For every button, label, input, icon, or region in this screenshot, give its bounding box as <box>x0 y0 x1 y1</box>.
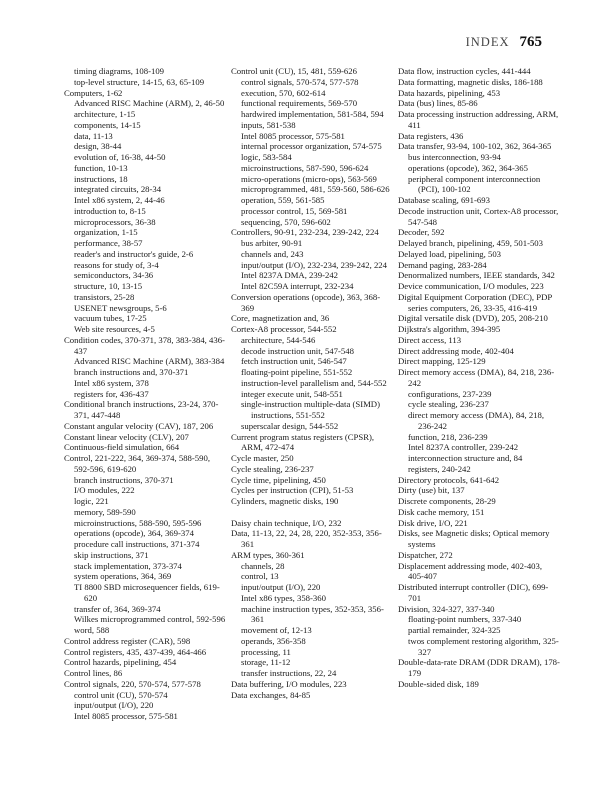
index-entry: channels, 28 <box>241 560 285 571</box>
index-entry: instructions, 18 <box>74 173 128 184</box>
index-entry: Database scaling, 691-693 <box>398 195 490 205</box>
index-entry: transfer of, 364, 369-374 <box>74 603 161 614</box>
index-entry: design, 38-44 <box>74 141 122 152</box>
index-entry: Data (bus) lines, 85-86 <box>398 98 478 109</box>
index-entry: Control address register (CAR), 598 <box>64 635 191 646</box>
index-entry: micro-operations (micro-ops), 563-569 <box>241 173 377 184</box>
index-entry: Dijkstra's algorithm, 394-395 <box>398 324 501 334</box>
index-entry: architecture, 544-546 <box>241 334 316 345</box>
index-entry: Intel 8237A controller, 239-242 <box>408 442 519 453</box>
index-entry: components, 14-15 <box>74 119 141 130</box>
index-entry: Cortex-A8 processor, 544-552 <box>231 324 337 334</box>
index-entry: control unit (CU), 570-574 <box>74 689 168 700</box>
index-entry: twos complement restoring algorithm, 325-327 <box>408 635 559 657</box>
index-entry: storage, 11-12 <box>241 657 291 668</box>
index-entry: integer execute unit, 548-551 <box>241 388 343 399</box>
index-entry: machine instruction types, 352-353, 356-361 <box>241 603 384 625</box>
index-entry: top-level structure, 14-15, 63, 65-109 <box>74 76 205 87</box>
index-entry: Intel x86 system, 378 <box>74 377 149 388</box>
index-entry: I/O modules, 222 <box>74 485 135 496</box>
index-entry: Intel x86 system, 2, 44-46 <box>74 195 165 205</box>
index-entry: microinstructions, 587-590, 596-624 <box>241 162 369 173</box>
index-entry: operations (opcode), 362, 364-365 <box>408 162 528 173</box>
index-entry: operation, 559, 561-585 <box>241 195 325 205</box>
index-entry: Data formatting, magnetic disks, 186-188 <box>398 76 543 87</box>
index-entry: TI 8800 SBD microsequencer fields, 619-620 <box>74 582 220 603</box>
index-entry: Direct addressing mode, 402-404 <box>398 345 514 356</box>
index-entry: Cycle master, 250 <box>231 453 294 463</box>
index-entry: sequencing, 570, 596-602 <box>241 216 331 227</box>
index-entry: fetch instruction unit, 546-547 <box>241 356 347 367</box>
index-entry: instruction-level parallelism and, 544-552 <box>241 377 387 388</box>
index-entry: Delayed branch, pipelining, 459, 501-503 <box>398 238 543 248</box>
index-entry: Intel 82C59A interrupt, 232-234 <box>241 281 354 291</box>
index-entry: Dispatcher, 272 <box>398 549 453 560</box>
index-entry: Data processing instruction addressing, ARM, 411 <box>398 109 559 130</box>
index-entry: control, 13 <box>241 571 279 582</box>
index-entry: Intel 8237A DMA, 239-242 <box>241 270 339 281</box>
index-entry: Cylinders, magnetic disks, 190 <box>231 496 339 506</box>
index-entry: Delayed load, pipelining, 503 <box>398 248 502 259</box>
index-entry: Conversion operations (opcode), 363, 368-369 <box>231 291 381 313</box>
index-entry: Double-data-rate DRAM (DDR DRAM), 178-179 <box>398 657 560 678</box>
index-entry: microprocessors, 36-38 <box>74 216 156 227</box>
index-entry: Data flow, instruction cycles, 441-444 <box>398 66 531 76</box>
index-entry: Data exchanges, 84-85 <box>231 689 311 700</box>
index-entry: control signals, 570-574, 577-578 <box>241 76 359 87</box>
index-entry: organization, 1-15 <box>74 227 138 238</box>
index-entry: Intel x86 types, 358-360 <box>241 592 326 603</box>
index-entry: registers, 240-242 <box>408 463 471 474</box>
index-entry: Data registers, 436 <box>398 130 464 141</box>
index-column-2 <box>231 66 393 700</box>
index-entry: input/output (I/O), 220 <box>241 582 321 592</box>
index-entry: Denormalized numbers, IEEE standards, 342 <box>398 270 555 281</box>
index-entry: input/output (I/O), 232-234, 239-242, 224 <box>241 259 387 270</box>
index-entry: Intel 8085 processor, 575-581 <box>74 711 178 721</box>
index-entry: execution, 570, 602-614 <box>241 87 326 98</box>
index-entry: Decoder, 592 <box>398 227 445 238</box>
index-entry: single-instruction multiple-data (SIMD) instructions, 551-552 <box>241 399 380 420</box>
index-entry: Disk cache memory, 151 <box>398 506 485 517</box>
index-entry: word, 588 <box>74 625 110 635</box>
index-entry: semiconductors, 34-36 <box>74 270 154 281</box>
index-entry: evolution of, 16-38, 44-50 <box>74 152 166 162</box>
index-entry: Cycle stealing, 236-237 <box>231 463 314 474</box>
index-entry: configurations, 237-239 <box>408 388 492 399</box>
index-entry: Direct memory access (DMA), 84, 218, 236-242 <box>398 367 555 388</box>
index-entry: microinstructions, 588-590, 595-596 <box>74 517 202 528</box>
index-entry: performance, 38-57 <box>74 238 143 248</box>
index-entry: processing, 11 <box>241 646 291 657</box>
index-entry: movement of, 12-13 <box>241 625 312 635</box>
index-entry: procedure call instructions, 371-374 <box>74 539 200 549</box>
index-entry: introduction to, 8-15 <box>74 205 146 216</box>
index-entry: Demand paging, 283-284 <box>398 259 487 270</box>
index-entry: integrated circuits, 28-34 <box>74 184 162 195</box>
index-entry: hardwired implementation, 581-584, 594 <box>241 109 384 119</box>
index-entry: USENET newsgroups, 5-6 <box>74 302 167 313</box>
index-entry: memory, 589-590 <box>74 506 136 517</box>
index-entry: Constant angular velocity (CAV), 187, 206 <box>64 420 214 431</box>
index-entry: Disks, see Magnetic disks; Optical memory systems <box>398 528 550 549</box>
index-entry: interconnection structure and, 84 <box>408 453 523 463</box>
index-entry: branch instructions and, 370-371 <box>74 367 189 377</box>
index-entry: microprogrammed, 481, 559-560, 586-626 <box>241 184 390 195</box>
index-entry: Cycle time, pipelining, 450 <box>231 474 326 485</box>
index-entry: Current program status registers (CPSR), ARM, 472-474 <box>231 431 375 453</box>
index-entry: superscalar design, 544-552 <box>241 420 339 431</box>
index-entry: Control registers, 435, 437-439, 464-466 <box>64 646 207 657</box>
index-entry: Constant linear velocity (CLV), 207 <box>64 431 189 442</box>
index-entry: Intel 8085 processor, 575-581 <box>241 130 345 141</box>
index-entry: Web site resources, 4-5 <box>74 324 155 334</box>
index-entry: skip instructions, 371 <box>74 549 149 560</box>
index-entry: Control lines, 86 <box>64 668 123 678</box>
index-entry: Disk drive, I/O, 221 <box>398 517 468 528</box>
index-entry: bus interconnection, 93-94 <box>408 152 501 162</box>
index-entry: timing diagrams, 108-109 <box>74 66 165 76</box>
index-entry: Data hazards, pipelining, 453 <box>398 87 501 98</box>
page-number: 765 <box>519 34 542 50</box>
index-entry: Computers, 1-62 <box>64 87 123 98</box>
index-entry: internal processor organization, 574-575 <box>241 141 382 152</box>
index-entry: Core, magnetization and, 36 <box>231 313 330 324</box>
index-entry: Control unit (CU), 15, 481, 559-626 <box>231 66 357 76</box>
index-entry: reader's and instructor's guide, 2-6 <box>74 248 194 259</box>
index-entry: logic, 583-584 <box>241 152 292 162</box>
index-entry: Distributed interrupt controller (DIC), 699-701 <box>398 582 549 603</box>
index-entry: Direct mapping, 125-129 <box>398 356 486 367</box>
index-entry: Advanced RISC Machine (ARM), 383-384 <box>74 356 225 367</box>
index-entry: functional requirements, 569-570 <box>241 98 358 109</box>
index-entry: processor control, 15, 569-581 <box>241 205 348 216</box>
index-entry: Daisy chain technique, I/O, 232 <box>231 517 342 528</box>
index-entry: Displacement addressing mode, 402-403, 405-407 <box>398 560 543 582</box>
index-entry: Directory protocols, 641-642 <box>398 474 500 485</box>
index-entry: channels and, 243 <box>241 248 304 259</box>
index-entry: Wilkes microprogrammed control, 592-596 <box>74 614 226 625</box>
index-entry: inputs, 581-538 <box>241 119 296 130</box>
index-entry: Direct access, 113 <box>398 334 462 345</box>
index-entry: floating-point pipeline, 551-552 <box>241 367 353 377</box>
index-entry: Dirty (use) bit, 137 <box>398 485 465 496</box>
index-entry: Double-sided disk, 189 <box>398 678 479 689</box>
index-entry: partial remainder, 324-325 <box>408 625 501 635</box>
index-entry: function, 218, 236-239 <box>408 431 488 442</box>
index-entry: input/output (I/O), 220 <box>74 700 154 711</box>
index-entry: Decode instruction unit, Cortex-A8 processor, 547-548 <box>398 205 559 227</box>
index-entry: ARM types, 360-361 <box>231 549 305 560</box>
index-entry: vacuum tubes, 17-25 <box>74 313 147 324</box>
index-entry: stack implementation, 373-374 <box>74 560 182 571</box>
index-entry: floating-point numbers, 337-340 <box>408 614 522 625</box>
index-entry: Condition codes, 370-371, 378, 383-384, 436-437 <box>64 334 225 356</box>
index-entry: branch instructions, 370-371 <box>74 474 174 485</box>
index-entry: transfer instructions, 22, 24 <box>241 668 337 678</box>
index-entry: Data buffering, I/O modules, 223 <box>231 678 347 689</box>
index-entry: Control hazards, pipelining, 454 <box>64 657 177 668</box>
index-entry: peripheral component interconnection (PCI), 100-102 <box>408 173 541 195</box>
index-entry: operands, 356-358 <box>241 635 306 646</box>
index-entry: function, 10-13 <box>74 162 128 173</box>
index-entry: Control, 221-222, 364, 369-374, 588-590, 592-596, 619-620 <box>64 453 210 474</box>
running-head: INDEX <box>465 35 510 49</box>
index-entry: Control signals, 220, 570-574, 577-578 <box>64 678 201 689</box>
index-column-3 <box>398 66 560 690</box>
index-entry: Device communication, I/O modules, 223 <box>398 281 544 291</box>
index-entry: logic, 221 <box>74 496 109 506</box>
index-entry: Controllers, 90-91, 232-234, 239-242, 224 <box>231 227 379 238</box>
index-entry: structure, 10, 13-15 <box>74 281 143 291</box>
index-entry: Continuous-field simulation, 664 <box>64 442 180 453</box>
index-entry: Advanced RISC Machine (ARM), 2, 46-50 <box>74 98 225 109</box>
index-column-1 <box>64 66 226 722</box>
index-entry: decode instruction unit, 547-548 <box>241 345 354 356</box>
index-entry: Data, 11-13, 22, 24, 28, 220, 352-353, 356-361 <box>231 528 382 549</box>
index-entry: Data transfer, 93-94, 100-102, 362, 364-365 <box>398 141 552 152</box>
index-entry: Digital Equipment Corporation (DEC), PDP series computers, 26, 33-35, 416-419 <box>398 291 552 313</box>
index-entry: Discrete components, 28-29 <box>398 496 496 506</box>
index-entry: Cycles per instruction (CPI), 51-53 <box>231 485 354 496</box>
index-entry: direct memory access (DMA), 84, 218, 236-242 <box>408 410 545 431</box>
index-entry: data, 11-13 <box>74 130 113 141</box>
index-entry: Conditional branch instructions, 23-24, 370-371, 447-448 <box>64 399 219 420</box>
index-entry: bus arbiter, 90-91 <box>241 238 303 248</box>
index-entry: cycle stealing, 236-237 <box>408 399 489 410</box>
index-entry: Digital versatile disk (DVD), 205, 208-210 <box>398 313 548 324</box>
index-entry: transistors, 25-28 <box>74 291 135 302</box>
index-entry: registers for, 436-437 <box>74 388 149 399</box>
page-header <box>466 34 542 51</box>
index-entry: operations (opcode), 364, 369-374 <box>74 528 194 539</box>
index-entry: architecture, 1-15 <box>74 109 136 119</box>
index-entry: reasons for study of, 3-4 <box>74 259 159 270</box>
index-entry: system operations, 364, 369 <box>74 571 172 582</box>
index-entry: Division, 324-327, 337-340 <box>398 603 495 614</box>
